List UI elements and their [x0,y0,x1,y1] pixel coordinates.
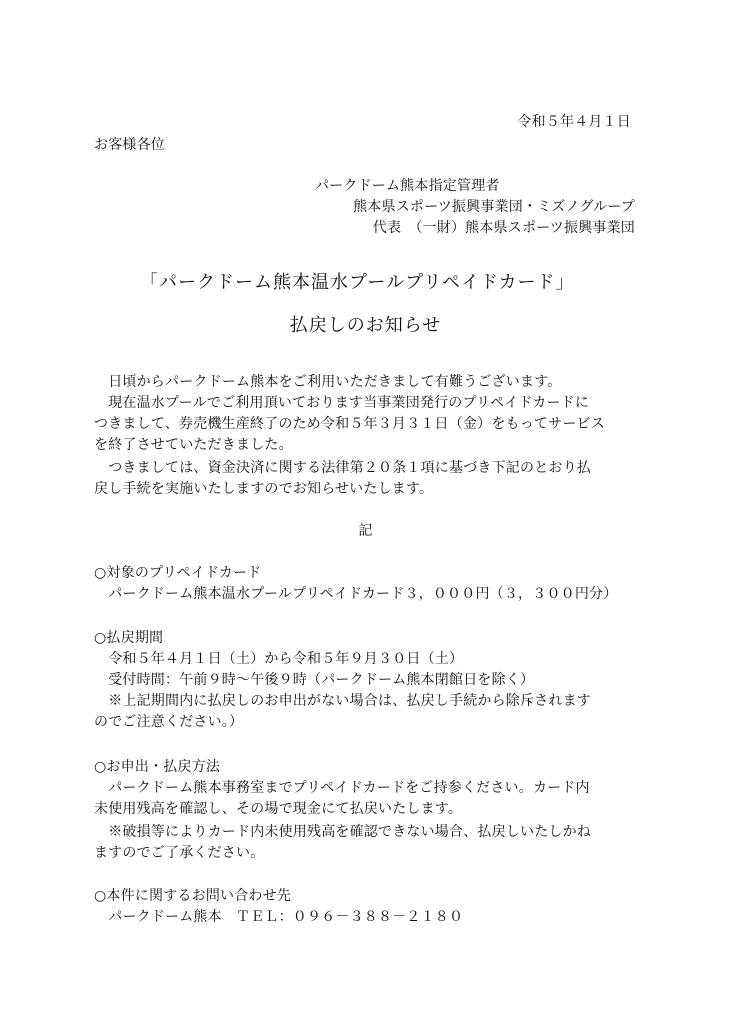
body-line: つきまして、券売機生産終了のため令和５年３月３１日（金）をもってサービス [94,416,605,432]
section-line: パークドーム熊本 ＴＥＬ：０９６－３８８－２１８０ [94,909,464,925]
sender-line-2: 熊本県スポーツ振興事業団・ミズノグループ [353,199,635,215]
section-line: パークドーム熊本事務室までプリペイドカードをご持参ください。カード内 [94,780,590,796]
sender-line-3: 代表 （一財）熊本県スポーツ振興事業団 [372,220,635,236]
section-line: パークドーム熊本温水プールプリペイドカード３，０００円（３，３００円分） [94,586,618,602]
section-line: 未使用残高を確認し、その場で現金にて払戻いたします。 [94,801,463,817]
section-line: 受付時間：午前９時～午後９時（パークドーム熊本閉館日を除く） [94,672,535,688]
document-date: 令和５年４月１日 [517,114,631,130]
title-line-2: 払戻しのお知らせ [289,315,442,336]
body-line: 現在温水プールでご利用頂いております当事業団発行のプリペイドカードに [94,395,590,411]
section-line: ※上記期間内に払戻しのお申出がない場合は、払戻し手続から除斥されます [94,693,591,709]
body-line: つきましては、資金決済に関する法律第２０条１項に基づき下記のとおり払 [94,460,591,476]
ki-marker: 記 [358,523,373,539]
section-line: ますのでご了承ください。 [94,845,265,861]
section-heading: ○お申出・払戻方法 [94,759,221,775]
title-line-1: 「パークドーム熊本温水プールプリペイドカード」 [140,272,575,293]
body-line: を終了させていただきました。 [94,437,293,453]
section-line: のでご注意ください。） [94,714,244,730]
section-line: 令和５年４月１日（土）から令和５年９月３０日（土） [94,651,464,667]
body-line: 日頃からパークドーム熊本をご利用いただきまして有難うございます。 [94,374,562,390]
section-heading: ○払戻期間 [94,630,164,646]
section-line: ※破損等によりカード内未使用残高を確認できない場合、払戻しいたしかね [94,824,591,840]
sender-line-1: パークドーム熊本指定管理者 [315,178,500,194]
body-line: 戻し手続を実施いたしますのでお知らせいたします。 [94,481,434,497]
section-heading: ○本件に関するお問い合わせ先 [94,888,292,904]
recipient: お客様各位 [94,137,165,153]
section-heading: ○対象のプリペイドカード [94,565,262,581]
